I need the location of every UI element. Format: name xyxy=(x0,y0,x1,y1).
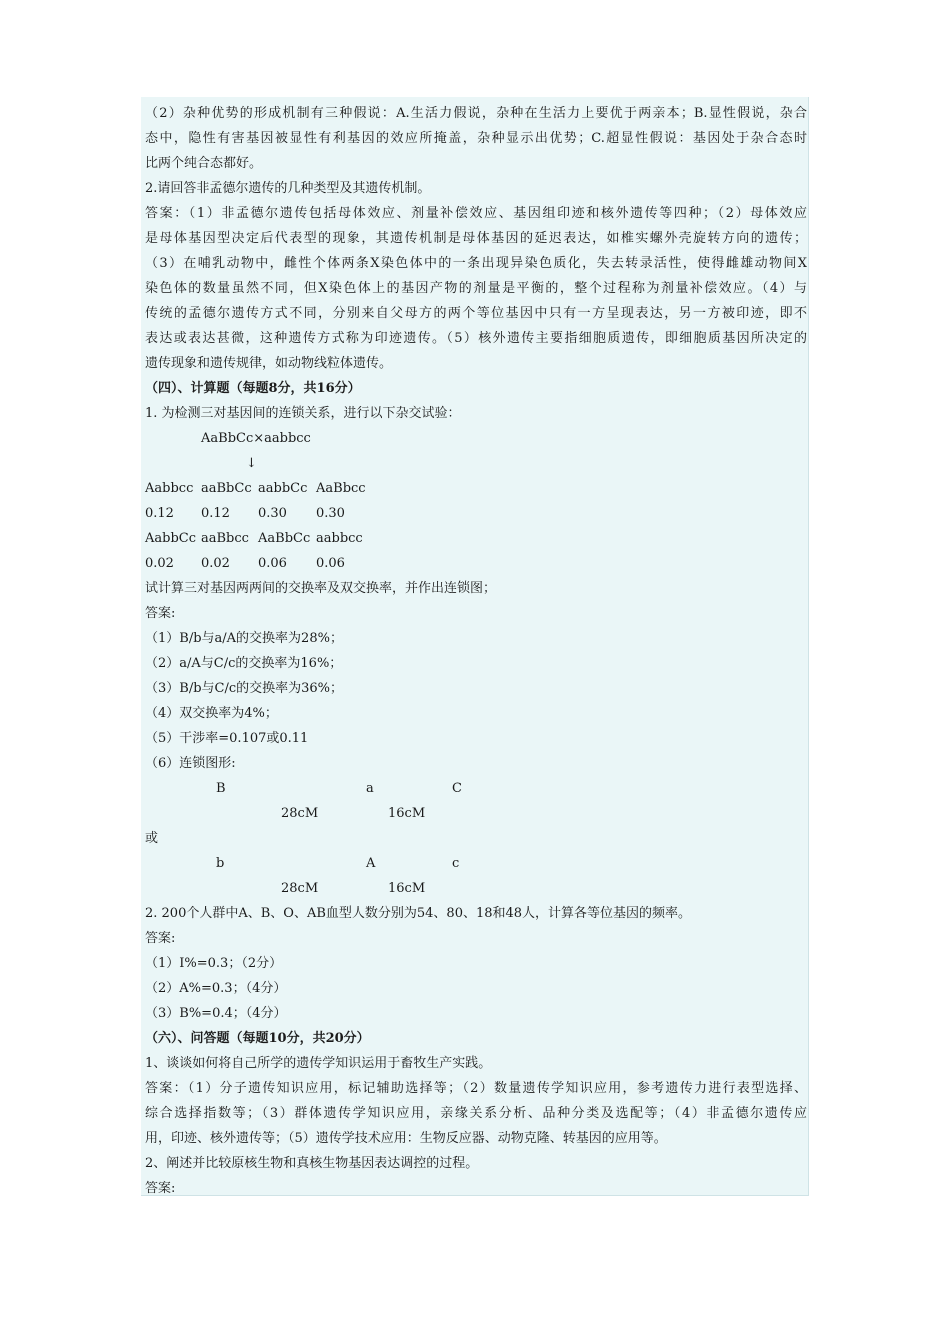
map-gene: c xyxy=(452,856,460,871)
map-gene: A xyxy=(366,856,376,871)
genotype-cell: aabbcc xyxy=(316,531,363,546)
genotype-cell: aabbCc xyxy=(258,481,308,496)
or-text: 或 xyxy=(145,831,159,846)
map-distance: 16cM xyxy=(388,806,426,821)
answer-item: （4）双交换率为4%； xyxy=(145,706,278,721)
answer-item: （2）A%=0.3；（4分） xyxy=(145,981,287,996)
text-line: 比两个纯合态都好。 xyxy=(145,156,263,171)
map-gene: b xyxy=(216,856,225,871)
map-gene: C xyxy=(452,781,462,796)
answer-item: （5）干涉率=0.107或0.11 xyxy=(145,731,309,746)
map-distance: 16cM xyxy=(388,881,426,896)
map-gene: B xyxy=(216,781,226,796)
answer-line: （3）在哺乳动物中，雌性个体两条X染色体中的一条出现异染色质化，失去转录活性，使得雌雄动物间X xyxy=(145,256,807,271)
genotype-cell: AabbCc xyxy=(145,531,197,546)
frequency-cell: 0.06 xyxy=(316,556,345,571)
calc-question-1: 1. 为检测三对基因间的连锁关系，进行以下杂交试验： xyxy=(145,406,461,421)
section-heading-calc: （四）、计算题（每题8分，共16分） xyxy=(145,381,361,396)
frequency-cell: 0.02 xyxy=(145,556,174,571)
calc-question-2: 2. 200个人群中A、B、O、AB血型人数分别为54、80、18和48人，计算各等位基因的频率。 xyxy=(145,906,692,921)
question-2-title: 2.请回答非孟德尔遗传的几种类型及其遗传机制。 xyxy=(145,181,431,196)
frequency-cell: 0.06 xyxy=(258,556,287,571)
answer-line: 用，印迹、核外遗传等；（5）遗传学技术应用：生物反应器、动物克隆、转基因的应用等。 xyxy=(145,1131,667,1146)
answer-item: （1）B/b与a/A的交换率为28%； xyxy=(145,631,343,646)
cross-parents: AaBbCc×aabbcc xyxy=(201,431,311,446)
answer-line: 遗传现象和遗传规律，如动物线粒体遗传。 xyxy=(145,356,393,371)
qa-question-1: 1、谈谈如何将自己所学的遗传学知识运用于畜牧生产实践。 xyxy=(145,1056,492,1071)
answer-item: （3）B/b与C/c的交换率为36%； xyxy=(145,681,344,696)
answer-item: （2）a/A与C/c的交换率为16%； xyxy=(145,656,343,671)
genotype-cell: AaBbCc xyxy=(258,531,311,546)
genotype-cell: AaBbcc xyxy=(316,481,366,496)
answer-label: 答案: xyxy=(145,1181,176,1196)
section-heading-qa: （六）、问答题（每题10分，共20分） xyxy=(145,1031,370,1046)
text-line: 态中，隐性有害基因被显性有利基因的效应所掩盖，杂种显示出优势；C.超显性假说：基因处于杂合态时 xyxy=(145,131,807,146)
qa-question-2: 2、阐述并比较原核生物和真核生物基因表达调控的过程。 xyxy=(145,1156,479,1171)
answer-label: 答案: xyxy=(145,606,176,621)
frequency-cell: 0.02 xyxy=(201,556,230,571)
answer-line: 综合选择指数等；（3）群体遗传学知识应用，亲缘关系分析、品种分类及选配等；（4）非孟德尔遗传应 xyxy=(145,1106,807,1121)
answer-line: 是母体基因型决定后代表型的现象，其遗传机制是母体基因的延迟表达，如椎实螺外壳旋转方向的遗传； xyxy=(145,231,807,246)
map-distance: 28cM xyxy=(281,881,319,896)
map-distance: 28cM xyxy=(281,806,319,821)
calc-instruction: 试计算三对基因两两间的交换率及双交换率，并作出连锁图； xyxy=(145,581,497,596)
answer-line: 答案：（1）非孟德尔遗传包括母体效应、剂量补偿效应、基因组印迹和核外遗传等四种；（2）母体效应 xyxy=(145,206,807,221)
answer-label: 答案: xyxy=(145,931,176,946)
cross-arrow: ↓ xyxy=(246,456,257,471)
answer-item: （1）I%=0.3；（2分） xyxy=(145,956,283,971)
answer-line: 传统的孟德尔遗传方式不同，分别来自父母方的两个等位基因中只有一方呈现表达，另一方被印迹，即不 xyxy=(145,306,807,321)
genotype-cell: Aabbcc xyxy=(145,481,194,496)
answer-item: （3）B%=0.4；（4分） xyxy=(145,1006,287,1021)
frequency-cell: 0.30 xyxy=(258,506,287,521)
text-line: （2）杂种优势的形成机制有三种假说：A.生活力假说，杂种在生活力上要优于两亲本；B.显性假说，杂合 xyxy=(145,106,807,121)
genotype-cell: aaBbcc xyxy=(201,531,249,546)
genotype-cell: aaBbCc xyxy=(201,481,252,496)
frequency-cell: 0.12 xyxy=(201,506,230,521)
answer-line: 表达或表达甚微，这种遗传方式称为印迹遗传。（5）核外遗传主要指细胞质遗传，即细胞质基因所决定的 xyxy=(145,331,807,346)
answer-line: 染色体的数量虽然不同，但X染色体上的基因产物的剂量是平衡的，整个过程称为剂量补偿效应。（4）与 xyxy=(145,281,807,296)
answer-item: （6）连锁图形: xyxy=(145,756,236,771)
map-gene: a xyxy=(366,781,374,796)
frequency-cell: 0.12 xyxy=(145,506,174,521)
answer-line: 答案：（1）分子遗传知识应用，标记辅助选择等；（2）数量遗传学知识应用，参考遗传力进行表型选择、 xyxy=(145,1081,807,1096)
frequency-cell: 0.30 xyxy=(316,506,345,521)
